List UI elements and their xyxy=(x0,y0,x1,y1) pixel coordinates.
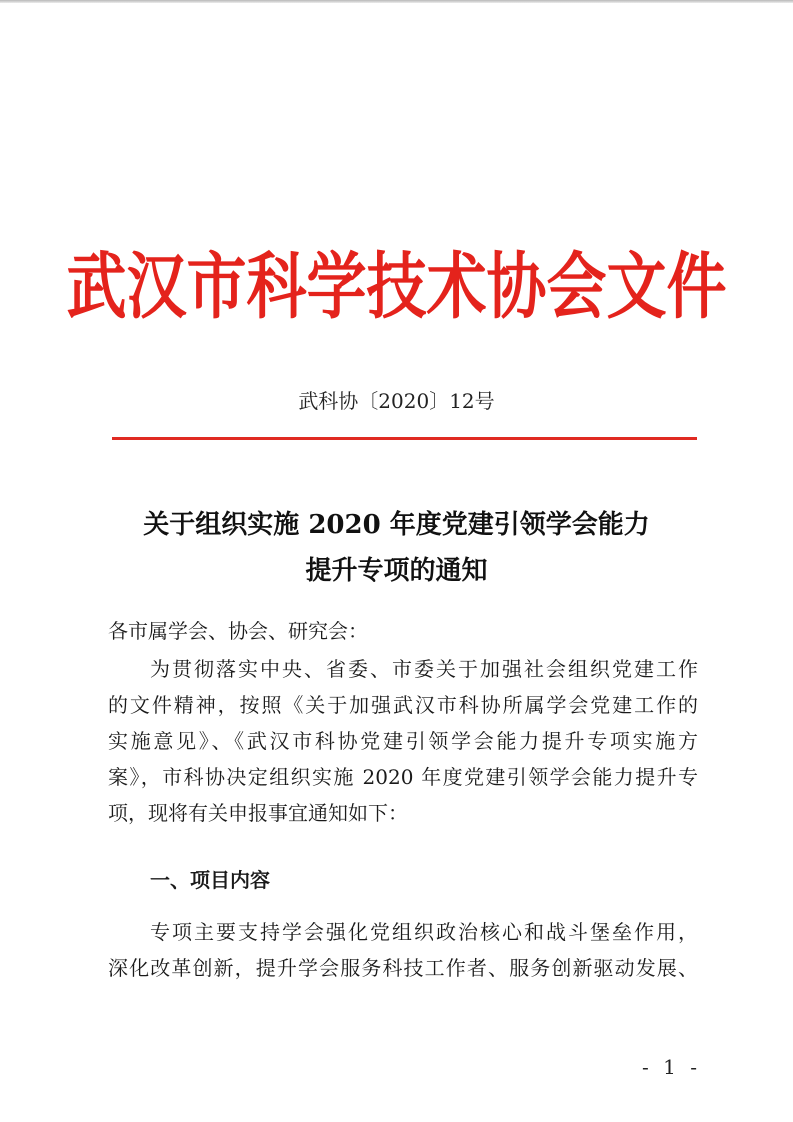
issuer-header: 武汉市科学技术协会文件 xyxy=(66,245,727,330)
paragraph-line: 深化改革创新，提升学会服务科技工作者、服务创新驱动发展、 xyxy=(108,956,698,980)
document-number: 武科协〔2020〕12号 xyxy=(298,389,495,413)
intro-paragraph xyxy=(108,651,698,831)
page-number-text: - 1 - xyxy=(642,1055,701,1079)
red-divider-line xyxy=(112,437,697,440)
paragraph-line: 专项主要支持学会强化党组织政治核心和战斗堡垒作用， xyxy=(150,920,698,944)
paragraph-line: 实施意见》、《武汉市科协党建引领学会能力提升专项实施方 xyxy=(108,729,698,753)
paragraph-line: 项，现将有关申报事宜通知如下： xyxy=(108,801,408,825)
scan-top-edge xyxy=(0,0,793,3)
notice-title-line: 提升专项的通知 xyxy=(305,556,488,586)
section1-paragraph xyxy=(108,914,698,986)
recipients-line: 各市属学会、协会、研究会： xyxy=(108,619,368,643)
paragraph-line: 为贯彻落实中央、省委、市委关于加强社会组织党建工作 xyxy=(150,657,698,681)
paragraph-line: 的文件精神，按照《关于加强武汉市科协所属学会党建工作的 xyxy=(108,693,698,717)
section-heading-project-content: 一、项目内容 xyxy=(150,868,270,892)
notice-title-line: 关于组织实施 2020 年度党建引领学会能力 xyxy=(143,510,650,540)
page-number xyxy=(0,1052,793,1082)
paragraph-line: 案》，市科协决定组织实施 2020 年度党建引领学会能力提升专 xyxy=(108,765,698,789)
notice-title xyxy=(0,502,793,594)
